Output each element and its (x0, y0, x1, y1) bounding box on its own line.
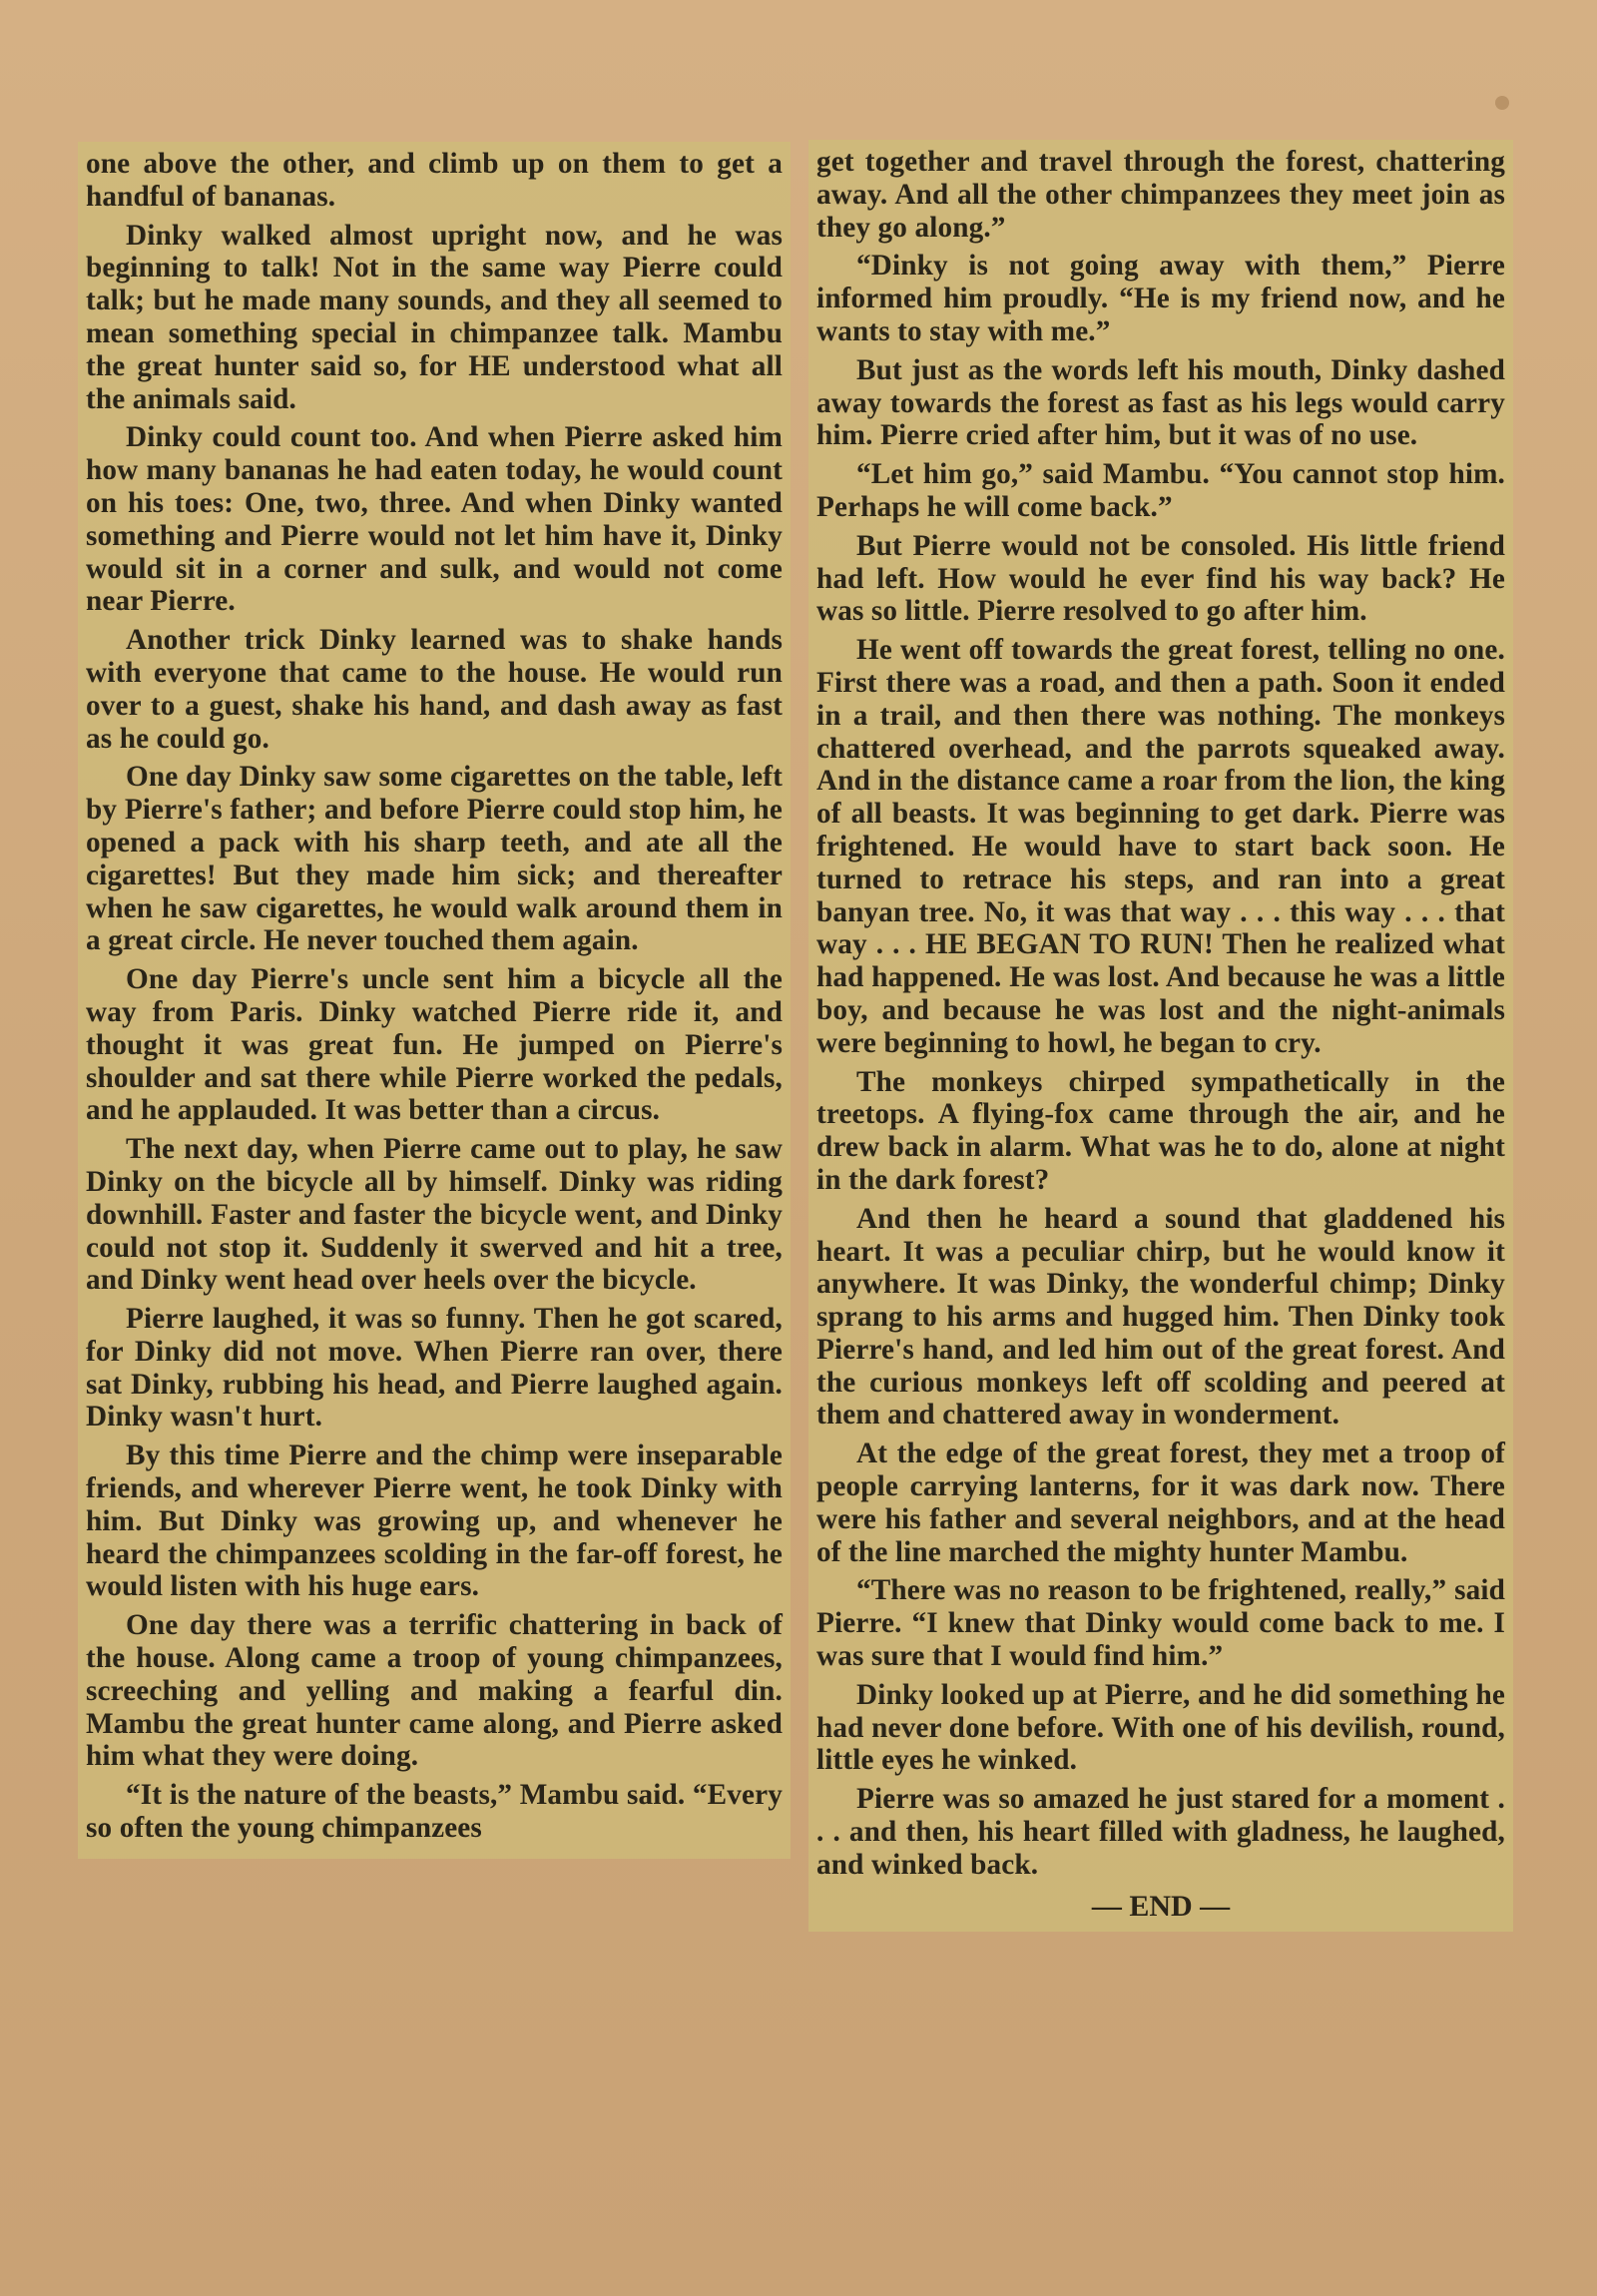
left-column (86, 148, 783, 1851)
paragraph: Pierre laughed, it was so funny. Then he got scared, for Dinky did not move. When Pierre ran over, there sat Dinky, rubbing his head, and Pierre laughed again. Dinky wasn't hurt. (86, 1303, 783, 1434)
paragraph: One day there was a terrific chattering in back of the house. Along came a troop of young chimpanzees, screeching and yelling and making a fearful din. Mambu the great hunter came along, and Pierre asked him what they were doing. (86, 1609, 783, 1773)
paragraph: But just as the words left his mouth, Dinky dashed away towards the forest as fast as his legs would carry him. Pierre cried after him, but it was of no use. (816, 353, 1505, 452)
paragraph: “Dinky is not going away with them,” Pierre informed him proudly. “He is my friend now, and he wants to stay with me.” (816, 250, 1505, 347)
paragraph: And then he heard a sound that gladdened his heart. It was a peculiar chirp, but he would know it anywhere. It was Dinky, the wonderful chimp; Dinky sprang to his arms and hugged him. Then Dinky took Pierre's hand, and led him out of the great forest. And the curious monkeys left off scolding and peered at them and chattered away in wonderment. (816, 1202, 1505, 1432)
paragraph: Another trick Dinky learned was to shake hands with everyone that came to the house. He would run over to a guest, shake his hand, and dash away as fast as he could go. (86, 624, 783, 755)
paragraph: Dinky could count too. And when Pierre asked him how many bananas he had eaten today, he would count on his toes: One, two, three. And when Dinky wanted something and Pierre would not let him have it, Dinky would sit in a corner and sulk, and would not come near Pierre. (86, 421, 783, 618)
paragraph: One day Pierre's uncle sent him a bicycle all the way from Paris. Dinky watched Pierre ride it, and thought it was great fun. He jumped on Pierre's shoulder and sat there while Pierre worked the pedals, and he applauded. It was better than a circus. (86, 963, 783, 1127)
paragraph: But Pierre would not be consoled. His little friend had left. How would he ever find his way back? He was so little. Pierre resolved to go after him. (816, 529, 1505, 628)
paragraph: “Let him go,” said Mambu. “You cannot stop him. Perhaps he will come back.” (816, 458, 1505, 523)
paragraph: Pierre was so amazed he just stared for a moment . . . and then, his heart filled with gladness, he laughed, and winked back. (816, 1783, 1505, 1881)
paragraph: One day Dinky saw some cigarettes on the table, left by Pierre's father; and before Pierre could stop him, he opened a pack with his sharp teeth, and ate all the cigarettes! But they made him sick; and thereafter when he saw cigarettes, he would walk around them in a great circle. He never touched them again. (86, 761, 783, 957)
paragraph: get together and travel through the forest, chattering away. And all the other chimpanzees they meet join as they go along.” (816, 146, 1505, 244)
end-mark: — END — (1091, 1889, 1231, 1923)
paragraph: one above the other, and climb up on them to get a handful of bananas. (86, 148, 783, 213)
page-smudge (1495, 96, 1509, 110)
paragraph: Dinky walked almost upright now, and he was beginning to talk! Not in the same way Pierre could talk; but he made many sounds, and they all seemed to mean something special in chimpanzee talk. Mambu the great hunter said so, for HE understood what all the animals said. (86, 219, 783, 415)
paragraph: Dinky looked up at Pierre, and he did something he had never done before. With one of his devilish, round, little eyes he winked. (816, 1678, 1505, 1777)
paragraph: By this time Pierre and the chimp were inseparable friends, and wherever Pierre went, he took Dinky with him. But Dinky was growing up, and whenever he heard the chimpanzees scolding in the far-off forest, he would listen with his huge ears. (86, 1439, 783, 1603)
paragraph: At the edge of the great forest, they met a troop of people carrying lanterns, for it was dark now. There were his father and several neighbors, and at the head of the line marched the mighty hunter Mambu. (816, 1437, 1505, 1568)
paragraph: The next day, when Pierre came out to play, he saw Dinky on the bicycle all by himself. Dinky was riding downhill. Faster and faster the bicycle went, and Dinky could not stop it. Suddenly it swerved and hit a tree, and Dinky went head over heels over the bicycle. (86, 1133, 783, 1297)
paragraph: He went off towards the great forest, telling no one. First there was a road, and then a path. Soon it ended in a trail, and then there was nothing. The monkeys chattered overhead, and the parrots squeaked away. And in the distance came a roar from the lion, the king of all beasts. It was beginning to get dark. Pierre was frightened. He would have to start back soon. He turned to retrace his steps, and ran into a great banyan tree. No, it was that way . . . this way . . . that way . . . HE BEGAN TO RUN! Then he realized what had happened. He was lost. And because he was a little boy, and because he was lost and the night-animals were beginning to howl, he began to cry. (816, 634, 1505, 1059)
right-column (816, 146, 1505, 1924)
paragraph: The monkeys chirped sympathetically in the treetops. A flying-fox came through the air, and he drew back in alarm. What was he to do, alone at night in the dark forest? (816, 1065, 1505, 1196)
paragraph: “It is the nature of the beasts,” Mambu said. “Every so often the young chimpanzees (86, 1779, 783, 1845)
paragraph: “There was no reason to be frightened, really,” said Pierre. “I knew that Dinky would come back to me. I was sure that I would find him.” (816, 1574, 1505, 1673)
